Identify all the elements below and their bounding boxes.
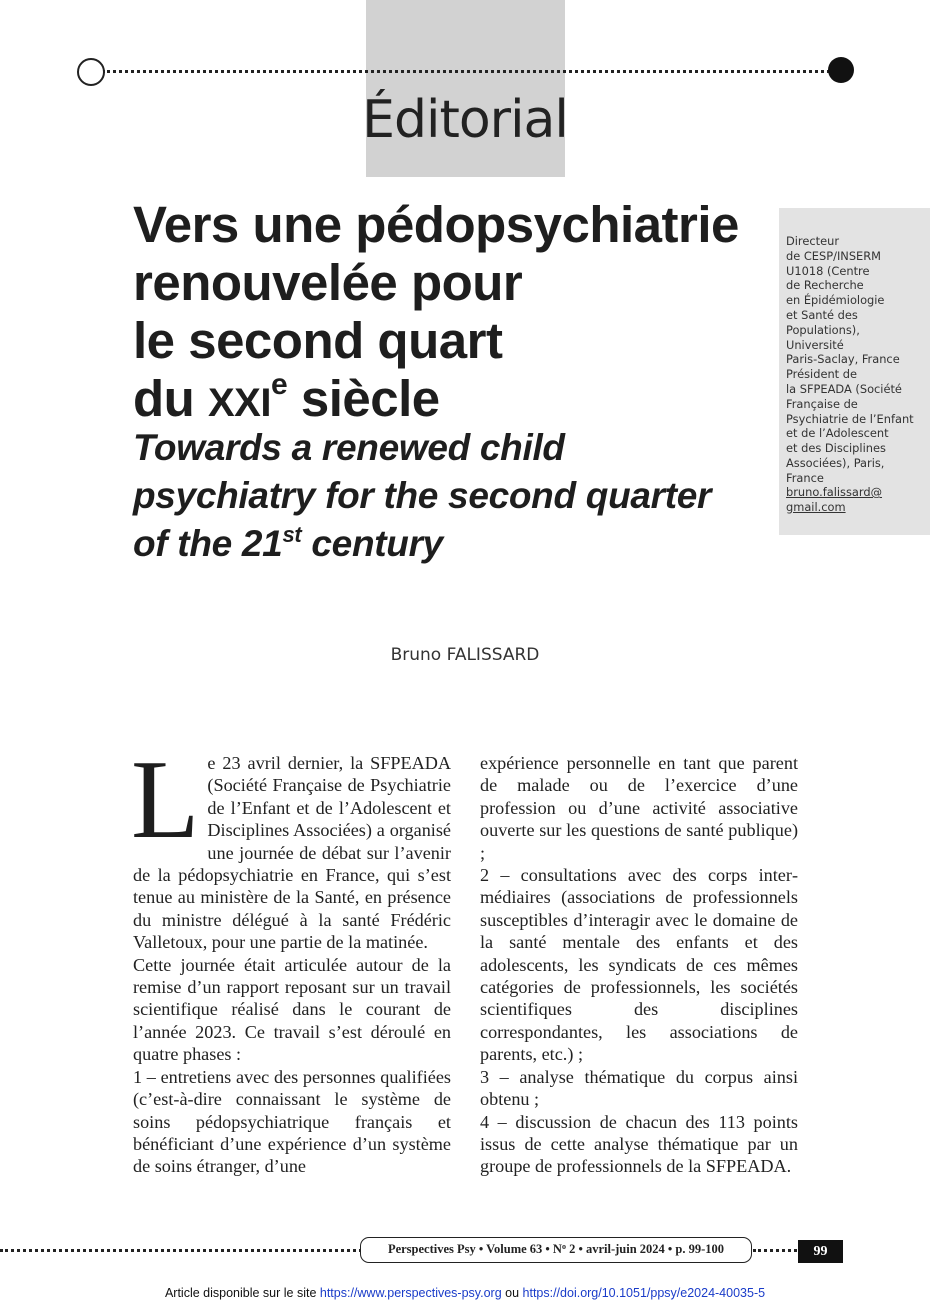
- title-en-line-3-suffix: century: [301, 523, 443, 564]
- title-french: [133, 196, 773, 432]
- ordinal-superscript: st: [282, 522, 302, 547]
- drop-cap: L: [131, 738, 200, 862]
- title-fr-line-2: renouvelée pour: [133, 254, 523, 311]
- header-grey-block: [366, 0, 565, 177]
- site-link[interactable]: https://www.perspectives-psy.org: [319, 1286, 502, 1300]
- page-number: 99: [798, 1240, 843, 1263]
- section-label: Éditorial: [362, 90, 568, 150]
- paragraph-phase-3: 3 – analyse thématique du corpus ainsi obtenu ;: [480, 1066, 798, 1110]
- title-fr-line-1: Vers une pédopsychiatrie: [133, 196, 739, 253]
- footer-dotted-rule-right: [753, 1249, 797, 1252]
- availability-middle: ou: [501, 1286, 523, 1300]
- open-circle-ornament: [77, 58, 105, 86]
- title-en-line-2: psychiatry for the second quarter: [133, 475, 712, 516]
- paragraph-phase-2: 2 – consultations avec des corps intermédiaires (associations de professionnels susceptibles d’interagir avec le domaine de la santé mentale des enfants et des adolescents, les syndicats de ces mêmes catégories de professionnels, les sociétés scientifiques des disciplines correspondantes, les associations de parents, etc.) ;: [480, 865, 798, 1065]
- title-english: [133, 424, 753, 568]
- title-fr-line-4: [133, 370, 773, 432]
- issue-superscript: o: [561, 1242, 566, 1251]
- author-name: Bruno FALISSARD: [390, 645, 540, 665]
- journal-citation-suffix: 2 • avril-juin 2024 • p. 99-100: [565, 1242, 725, 1256]
- paragraph-phase-1: 1 – entretiens avec des personnes qualifiées (c’est-à-dire connaissant le système de soins pédopsychiatrique français et bénéficiant d’une expérience d’un système de soins étranger, d’une: [133, 1066, 451, 1177]
- century-numeral: XXI: [207, 381, 271, 425]
- body-column-right: [480, 752, 798, 1178]
- title-fr-line-4-suffix: siècle: [287, 370, 440, 427]
- paragraph-intro-text: e 23 avril dernier, la SFPEADA (Société Française de Psychiatrie de l’Enfant et de l’Adolescent et Disciplines Associées) a organisé une journée de débat sur l’avenir de la pédopsychiatrie en France, qui s’est tenue au ministère de la Santé, en présence du ministre délégué à la santé Frédéric Valletoux, pour une partie de la matinée.: [133, 753, 451, 953]
- title-fr-line-4-prefix: du: [133, 370, 208, 427]
- availability-line: [0, 1286, 930, 1300]
- header-dotted-rule: [102, 70, 830, 73]
- title-en-line-3: [133, 520, 753, 568]
- availability-prefix: Article disponible sur le site: [164, 1286, 320, 1300]
- title-en-line-3-prefix: of the 21: [133, 523, 283, 564]
- affiliation-text: Directeur de CESP/INSERM U1018 (Centre de Recherche en Épidémiologie et Santé des Populations), Université Paris-Saclay, France Président de la SFPEADA (Société Française de Psychiatrie de l’Enfant et de l’Adolescent et des Disciplines Associées), Paris, France: [786, 234, 914, 485]
- paragraph-phases: Cette journée était articulée autour de la remise d’un rapport reposant sur un travail scientifique réalisé dans le courant de l’année 2023. Ce travail s’est déroulé en quatre phases :: [133, 954, 451, 1065]
- body-column-left: [131, 738, 451, 1178]
- century-superscript: e: [270, 368, 288, 401]
- filled-circle-ornament: [828, 57, 854, 83]
- paragraph-intro: [131, 738, 451, 954]
- title-en-line-1: Towards a renewed child: [133, 427, 565, 468]
- doi-link[interactable]: https://doi.org/10.1051/ppsy/e2024-40035-5: [522, 1286, 766, 1300]
- journal-citation: [360, 1237, 752, 1263]
- author-email-link[interactable]: bruno.falissard@ gmail.com: [786, 485, 883, 514]
- paragraph-phase-4: 4 – discussion de chacun des 113 points issus de cette analyse thématique par un groupe de professionnels de la SFPEADA.: [480, 1111, 798, 1177]
- title-fr-line-3: le second quart: [133, 312, 503, 369]
- footer-dotted-rule-left: [0, 1249, 362, 1252]
- paragraph-phase-1-cont: expérience personnelle en tant que parent de malade ou de l’exercice d’une profession ou d’une activité associative ouverte sur les questions de santé publique) ;: [480, 753, 798, 863]
- journal-citation-prefix: Perspectives Psy • Volume 63 • N: [387, 1242, 562, 1256]
